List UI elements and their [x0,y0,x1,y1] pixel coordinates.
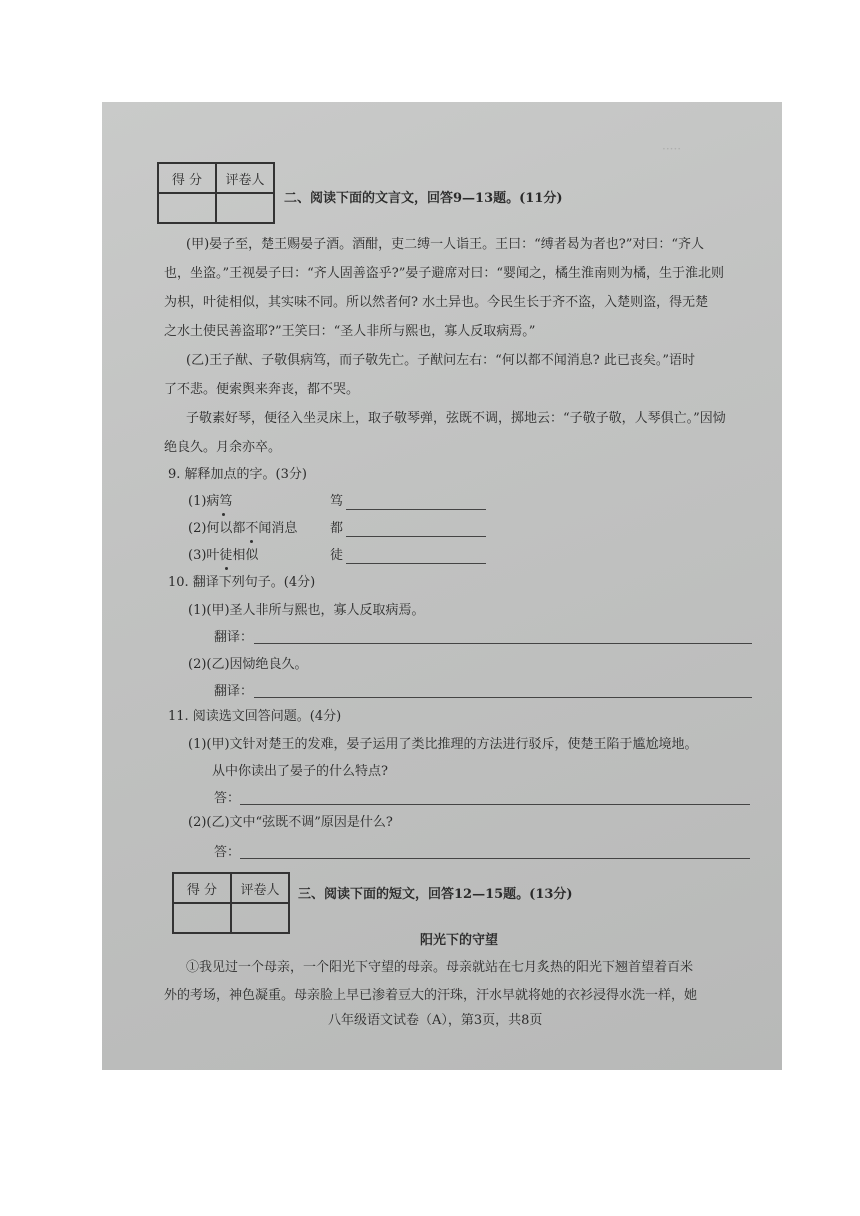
q9-answer-line [346,509,486,510]
grader-cell-label: 评卷人 [216,163,274,193]
q9-char: 笃 [330,494,344,509]
q10-translate-label: 翻译： [214,630,254,645]
q11-answer-label: 答： [214,791,241,806]
q9-phrase: (2)何以都不闻消息 [188,521,298,536]
q10-sentence: (1)(甲)圣人非所与熙也，寡人反取病焉。 [188,603,425,618]
q9-char: 都 [330,521,344,536]
score-cell-empty [158,193,216,223]
q11-item1-cont: 从中你读出了晏子的什么特点? [212,764,388,779]
grader-cell-empty [231,903,289,933]
q10-title: 10. 翻译下列句子。(4分) [168,575,316,590]
grader-cell-empty [216,193,274,223]
essay-paragraph-line: 外的考场，神色凝重。母亲脸上早已渗着豆大的汗珠，汗水早就将她的衣衫浸得水洗一样，她 [164,988,698,1003]
score-box-section2 [157,162,275,224]
q11-answer-line [240,858,750,859]
q11-item1: (1)(甲)文针对楚王的发难，晏子运用了类比推理的方法进行驳斥，使楚王陷于尴尬境地。 [188,737,698,752]
passage-b-line: 了不悲。便索舆来奔丧，都不哭。 [164,382,360,397]
q10-translate-label: 翻译： [214,684,254,699]
passage-b-line: 子敬素好琴，便径入坐灵床上，取子敬琴弹，弦既不调，掷地云：“子敬子敬，人琴俱亡。”因恸 [186,411,726,426]
passage-a-line: 之水土使民善盗耶?”王笑曰：“圣人非所与熙也，寡人反取病焉。” [164,324,536,339]
score-box-section3 [172,872,290,934]
score-cell-label: 得 分 [173,873,231,903]
q11-answer-label: 答： [214,845,241,860]
q10-sentence: (2)(乙)因恸绝良久。 [188,657,308,672]
q9-phrase: (1)病笃 [188,494,233,509]
essay-title: 阳光下的守望 [420,933,499,948]
q10-answer-line [254,697,752,698]
q9-answer-line [346,536,486,537]
emphasis-dot [225,567,228,570]
essay-paragraph-line: ①我见过一个母亲，一个阳光下守望的母亲。母亲就站在七月炙热的阳光下翘首望着百米 [186,960,694,975]
bleed-through: ····· [662,142,682,156]
emphasis-dot [250,540,253,543]
page-footer: 八年级语文试卷（A），第3页，共8页 [328,1013,543,1028]
section2-title: 二、阅读下面的文言文，回答9—13题。(11分) [284,191,563,206]
exam-page-photo [102,102,782,1070]
passage-a-line: 为枳，叶徒相似，其实味不同。所以然者何? 水土异也。今民生长于齐不盗，入楚则盗，得无楚 [164,295,709,310]
q11-title: 11. 阅读选文回答问题。(4分) [168,709,342,724]
score-cell-label: 得 分 [158,163,216,193]
passage-b-line: (乙)王子猷、子敬俱病笃，而子敬先亡。子猷问左右：“何以都不闻消息? 此已丧矣。”语时 [186,353,696,368]
passage-a-line: (甲)晏子至，楚王赐晏子酒。酒酣，吏二缚一人诣王。王曰：“缚者曷为者也?”对曰：“齐人 [186,237,705,252]
grader-cell-label: 评卷人 [231,873,289,903]
emphasis-dot [222,513,225,516]
q9-phrase: (3)叶徒相似 [188,548,259,563]
q9-answer-line [346,563,486,564]
score-cell-empty [173,903,231,933]
section3-title: 三、阅读下面的短文，回答12—15题。(13分) [298,887,573,902]
passage-b-line: 绝良久。月余亦卒。 [164,440,282,455]
q9-char: 徒 [330,548,344,563]
q11-item2: (2)(乙)文中“弦既不调”原因是什么? [188,815,393,830]
passage-a-line: 也，坐盗。”王视晏子曰：“齐人固善盗乎?”晏子避席对曰：“婴闻之，橘生淮南则为橘，生于淮北则 [164,266,725,281]
q11-answer-line [240,804,750,805]
q9-title: 9. 解释加点的字。(3分) [168,467,307,482]
q10-answer-line [254,643,752,644]
